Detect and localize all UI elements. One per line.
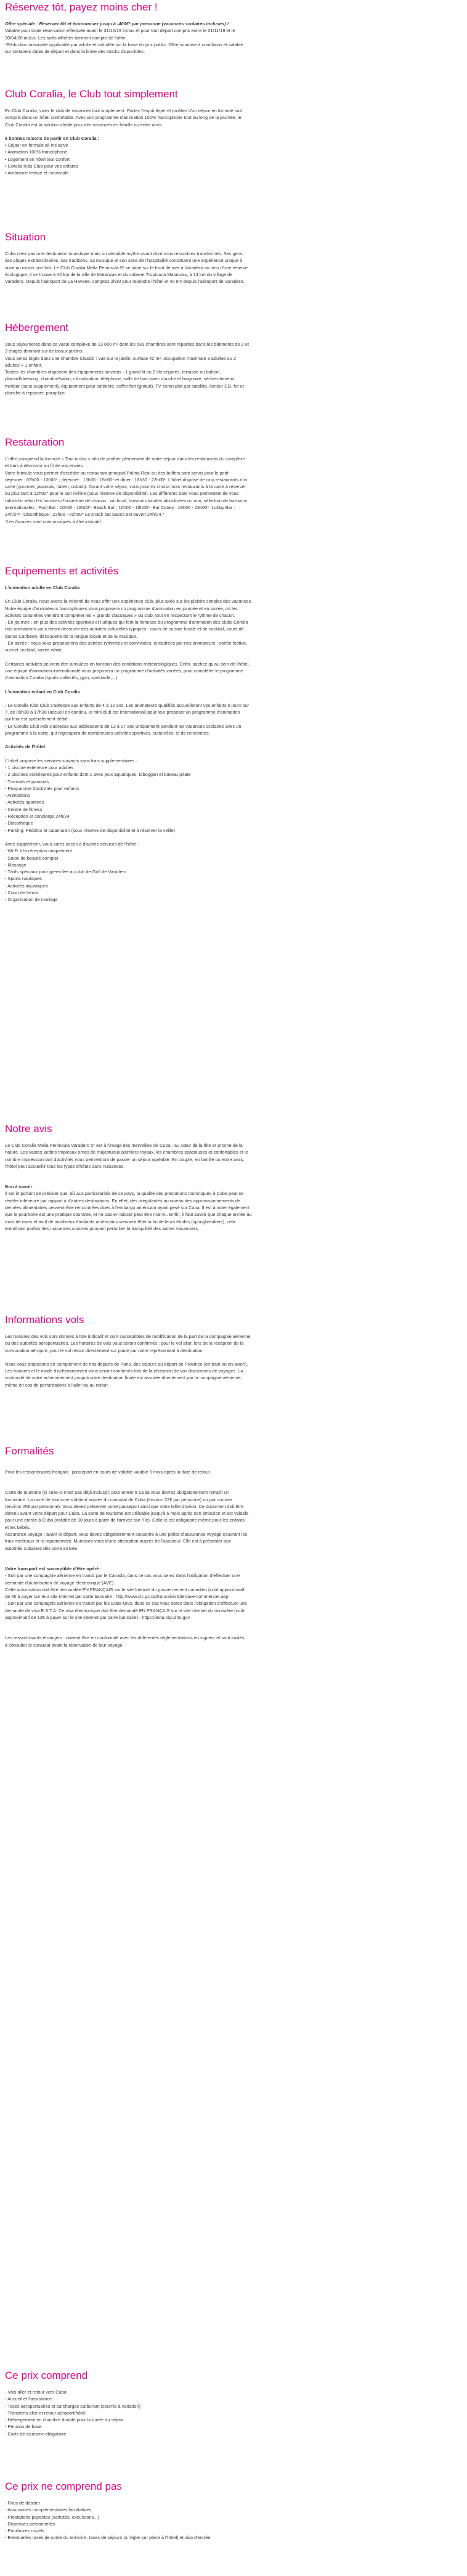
section-equipements bbox=[0, 565, 467, 903]
reason-item: • Logement en hôtel tout confort bbox=[5, 156, 70, 162]
situation-line: ses plages extraordinaires, ses traditions, sa musique et son sens de l'hospitalité constituent une expérience unique à bbox=[5, 258, 243, 264]
formalites-french-line: Pour les ressortissants français : passeport en cours de validité valable 6 mois après la date de retour. bbox=[5, 1469, 211, 1475]
foreigners-line: Les ressortissants étrangers : doivent être en conformité avec les différentes réglementations en vigueur et sont invités bbox=[5, 1635, 245, 1641]
formalites-text bbox=[5, 1469, 462, 1649]
included-item: - Taxes aéroportuaires et surcharges carburant (soumis à variation) bbox=[5, 2403, 141, 2409]
reason-item: • Coralia Kids Club pour vos enfants bbox=[5, 163, 78, 169]
offer-line: Offre spéciale : Réservez tôt et économisez jusqu'à -400€* par personne (vacances scolaires incluses) ! bbox=[5, 21, 229, 26]
kids-line: programme à la carte, qui regroupera de nombreuses activités sportives, culturelles, et de rencontres. bbox=[5, 730, 210, 736]
reasons-title: 5 bonnes raisons de partir en Club Coralia : bbox=[5, 135, 100, 141]
included-item: - Accueil et l'assistance bbox=[5, 2396, 52, 2402]
adult-note-line: Certaines activités peuvent être annulées en fonction des conditions météorologiques. Enfin, sachez qu'au sein de l'hôtel, bbox=[5, 661, 250, 667]
included-item: - Transferts aller et retour aéroport/hôtel bbox=[5, 2410, 86, 2416]
vols-line: convocation aéroport, pour le vol retour directement sur place par notre représentant à destination. bbox=[5, 1347, 204, 1353]
hotel-paid-item: - Court de tennis bbox=[5, 889, 39, 895]
kids-line: 7, de 09h30 à 17h30 (accueil en continu, le mini club est international) pour leur proposer un programme d'animation bbox=[5, 709, 240, 715]
carte-line: Carte de tourisme (si celle-ci n'est pas déjà incluse): pour entrer à Cuba vous devrez obligatoirement remplir un bbox=[5, 1490, 230, 1496]
heading-restauration: Restauration bbox=[5, 436, 65, 448]
hotel-paid-item: - Massage bbox=[5, 862, 26, 868]
vols-line: continuité de votre acheminement jusqu'à votre destination finale est assurée directement par la compagnie aérienne, bbox=[5, 1375, 242, 1381]
restauration-line: Votre formule vous permet d'accéder au restaurant principal Palma Real ou des buffets sont servis pour le petit- bbox=[5, 470, 230, 476]
section-prix-comprend bbox=[0, 2370, 467, 2437]
heading-vols: Informations vols bbox=[5, 1314, 84, 1326]
restauration-line: internationales : Pool Bar : 10h00 - 18h00*· Beach Bar : 10h00 - 18h00*· Bar Caney : 18h00 - 23h00*· Lobby Bar : bbox=[5, 505, 235, 511]
transit-line: demande d'autorisation de voyage électronique (AVE). bbox=[5, 1579, 115, 1586]
section-formalites bbox=[0, 1445, 467, 1649]
vols-line: Les horaires des vols sont donnés à titre indicatif et sont susceptibles de modification de la part de la compagnie aérienne bbox=[5, 1334, 251, 1339]
hotel-free-item: - 1 piscine extérieure pour adultes bbox=[5, 764, 74, 770]
hebergement-line: Vous serez logés dans une chambre Classic : vue sur le jardin, surface 42 m², occupation maximale 3 adultes ou 2 bbox=[5, 355, 237, 361]
reason-item: • Animation 100% francophone bbox=[5, 149, 68, 155]
excluded-item: - Prestations payantes (activités, excursions...) bbox=[5, 2514, 99, 2520]
avis-line: nombre impressionnant d'activités vous permettront de passer un séjour agréable. En couple, en famille ou entre amis, bbox=[5, 1156, 245, 1162]
prix-comprend-list bbox=[5, 2389, 462, 2437]
offer-line: 30/04/20 inclus. Les tarifs affichés tiennent compte de l'offre. bbox=[5, 35, 127, 41]
good-to-know-line: denrées alimentaires peuvent être rencontrées dues à l'embargo américain ayant pesé sur Cuba. Il est à noter également bbox=[5, 1205, 250, 1211]
vols-line: Nous vous proposons en complément de nos départs de Paris, des séjours au départ de Province (en train ou en avion). bbox=[5, 1361, 248, 1367]
section-restauration bbox=[0, 436, 467, 525]
heading-prix-ne-comprend: Ce prix ne comprend pas bbox=[5, 2480, 122, 2492]
carte-line: autorités cubaines dès votre arrivée. bbox=[5, 1545, 79, 1551]
carte-line: formulaire. La carte de tourisme s'obtient auprès du consulat de Cuba (environ 22€ par personne) ou par courrier bbox=[5, 1496, 233, 1502]
included-item: - Vols aller et retour vers Cuba bbox=[5, 2389, 67, 2395]
club-line: En Club Coralia, vivez le club de vacances tout simplement. Partez l'esprit léger et profitez d'un séjour en formule tout bbox=[5, 108, 242, 113]
transit-title: Votre transport est susceptible d'être opéré : bbox=[5, 1565, 102, 1571]
carte-line: (environ 25€ par personne). Vous devez présenter votre passeport ainsi que votre billet d'avion. Ce document doit être bbox=[5, 1503, 244, 1509]
hotel-paid-item: - Tarifs spéciaux pour green fee au club de Golf de Varadero bbox=[5, 869, 127, 875]
included-item: - Pension de base bbox=[5, 2424, 42, 2430]
hotel-free-intro: L'hôtel propose les services suivants sans frais supplémentaires : bbox=[5, 757, 137, 764]
restauration-text bbox=[5, 455, 462, 525]
excluded-item: - Pourboires usuels bbox=[5, 2528, 44, 2534]
kids-line: - Le Coralia Club Ado s'adresse aux adolescents de 13 à 17 ans uniquement pendant les vacances scolaires avec un bbox=[5, 723, 242, 729]
hotel-paid-item: - Wi-Fi à la réception uniquement bbox=[5, 848, 72, 854]
good-to-know-line: que le pourboire est une pratique courante, et ne pas en laisser peut être mal vu. Enfin, il faut savoir que chaque année au bbox=[5, 1212, 252, 1218]
heading-club: Club Coralia, le Club tout simplement bbox=[5, 88, 178, 100]
hotel-paid-item: - Salon de beauté complet bbox=[5, 855, 59, 861]
adult-line: nos animateurs vous feront découvrir des activités culturelles typiques : cours de cuisine locale et de cocktail, cours de bbox=[5, 626, 244, 632]
reason-item: • Séjour en formule all inclusive bbox=[5, 142, 68, 149]
avis-line: l'hôtel peut accueillir tous les types d'hôtes sans nuisances. bbox=[5, 1163, 125, 1169]
hotel-paid-item: - Organisation de mariage bbox=[5, 897, 58, 903]
hotel-free-item: - Transats et parasols bbox=[5, 778, 49, 785]
restauration-line: carte (gourmet, japonais, italien, cubain). Durant votre séjour, vous pourrez choisir trois restaurants à la carte à réserver, bbox=[5, 484, 247, 490]
carte-line: Assurance voyage : avant le départ, vous devez obligatoirement souscrire à une police d'assurance voyage couvrant les bbox=[5, 1531, 248, 1538]
adult-animation-title: L'animation adulte en Club Coralia bbox=[5, 585, 80, 590]
offer-line: Valable pour toute réservation effectuée avant le 31/10/19 inclus et pour tout départ compris entre le 01/11/19 et le bbox=[5, 28, 235, 34]
heading-prix-comprend: Ce prix comprend bbox=[5, 2370, 88, 2381]
heading-avis: Notre avis bbox=[5, 1123, 52, 1135]
hebergement-text bbox=[5, 341, 462, 396]
transit-line: - Soit par une compagnie aérienne en transit par le Canada, dans ce cas vous serez dans l'obligation d'effectuer une bbox=[5, 1573, 240, 1579]
hotel-paid-item: - Activités aquatiques bbox=[5, 882, 48, 889]
restauration-note: *Les horaires sont communiqués à titre indicatif. bbox=[5, 518, 102, 524]
included-item: - Hébergement en chambre double pour la durée du séjour bbox=[5, 2417, 124, 2423]
section-prix-ne-comprend bbox=[0, 2480, 467, 2541]
kids-line: - Le Coralia Kids Club s'adresse aux enfants de 4 à 12 ans. Les animateurs qualifiés accueilleront vos enfants 6 jours sur bbox=[5, 702, 250, 708]
vols-line: Les horaires et le mode d'acheminement vous seront confirmés lors de la réception de vos documents de voyages. La bbox=[5, 1368, 243, 1374]
adult-line: En Club Coralia, nous avons la volonté de vous offrir une expérience club, plus axée sur les plaisirs simples des vacances. bbox=[5, 598, 253, 605]
heading-equipements: Equipements et activités bbox=[5, 565, 119, 577]
hebergement-line: 3 étages donnant sur de beaux jardins. bbox=[5, 348, 84, 354]
transit-line: de 4€ à payer sur leur site internet par carte bancaire : http://www.cic.gc.ca/francais/visiter/ave-commencer.asp bbox=[5, 1594, 229, 1600]
section-situation bbox=[0, 231, 467, 285]
good-to-know-line: Il est important de préciser que, dû aux particularités de ce pays, la qualité des prestations touristiques à Cuba peut se bbox=[5, 1191, 244, 1197]
hotel-free-item: - Parking: Pédalos et catamaran (sous réserve de disponibilité et à réserver la veille) bbox=[5, 827, 176, 833]
offer-line: sur certaines dates de départ et dans la limite des stocks disponibles. bbox=[5, 49, 145, 55]
heading-early-booking: Réservez tôt, payez moins cher ! bbox=[5, 1, 158, 13]
section-early-booking bbox=[0, 1, 467, 55]
hebergement-line: adultes + 1 enfant. bbox=[5, 362, 43, 368]
hotel-free-item: - Discothèque bbox=[5, 820, 33, 826]
hotel-free-item: - Centre de fitness bbox=[5, 806, 43, 812]
adult-line: activités culturelles viendront compléter les « grands classiques » du club, tout en respectant le rythme de chacun. bbox=[5, 612, 235, 618]
excluded-item: - Eventuelles taxes de sortie du territoire, taxes de séjours (à régler sur place à l'hôtel) et visa d'entrée bbox=[5, 2535, 211, 2541]
adult-line: - En soirée : nous vous proposerons des soirées rythmées et conviviales, encadrées par nos animateurs : soirée festive, bbox=[5, 640, 248, 646]
good-to-know-line: entraînant parfois des nuisances sonores pouvant perturber la tranquillité des autres vacanciers. bbox=[5, 1225, 200, 1231]
hotel-free-item: - Programme d'activités pour enfants bbox=[5, 785, 79, 791]
good-to-know-line: révéler inférieure par rapport à d'autres destinations. En effet, des irrégularités au niveau des approvisionnements de bbox=[5, 1197, 241, 1204]
early-booking-text bbox=[5, 20, 462, 55]
carte-line: pour une entrée à Cuba (validité de 30 jours à partir de l'arrivée sur l'île). Celle-ci est obligatoire même pour les enfants bbox=[5, 1517, 245, 1523]
equipements-text bbox=[5, 584, 462, 903]
heading-hebergement: Hébergement bbox=[5, 322, 69, 333]
hebergement-line: Vous séjournerez dans ce vaste complexe de 13 000 m² dont les 581 chambres sont réparties dans les bâtiments de 2 et bbox=[5, 341, 250, 347]
hebergement-line: planche à repasser, parapluie. bbox=[5, 390, 67, 396]
adult-line: Notre équipe d'animateurs francophones vous proposera un programme d'animation en journée et en soirée, où les bbox=[5, 605, 238, 611]
adult-line: - En journée : en plus des activités sportives et ludiques qui font la richesse du programme d'animation des clubs Coralia bbox=[5, 619, 248, 626]
restauration-line: déjeuner : 07h00 - 10h00* ; déjeuner : 13h00 - 15h00* et dîner : 18h30 - 22h00*. L'hôtel dispose de cinq restaurants à la bbox=[5, 476, 247, 483]
restauration-line: rafraîchir selon les horaires d'ouverture de chacun : vin local, boissons locales alcoolisées ou non, sélection de boissons bbox=[5, 497, 248, 503]
situation-line: écologique. Il se trouve à 40 km de la ville de Matanzas et du cabaret Tropicana Matanzas, à 14 km du village de bbox=[5, 271, 233, 277]
hotel-free-item: - 2 piscines extérieures pour enfants dont 1 avec jeux aquatiques, toboggan et bateau pirate bbox=[5, 772, 191, 778]
excluded-item: - Frais de dossier bbox=[5, 2500, 41, 2506]
excluded-item: - Dépenses personnelles bbox=[5, 2521, 55, 2527]
hebergement-line: minibar (sans supplément), équipement pour cafetière, coffre-fort (gratuit), TV écran plat par satellite, lecteur CD, fer et bbox=[5, 383, 244, 389]
restauration-line: et bars à découvrir au fil de vos envies. bbox=[5, 463, 84, 469]
offer-line: *Réduction maximale applicable par adulte et calculée sur la base du prix public. Offre soumise à conditions et valable bbox=[5, 41, 243, 47]
restauration-line: L'offre comprend la formule « Tout inclus » afin de profiter pleinement de votre séjour dans les restaurants du complexe bbox=[5, 456, 245, 462]
club-line: compris dans un hôtel confortable. Avec son programme d'animation 100% francophone tout au long de la journée, le bbox=[5, 115, 242, 121]
adult-line: sunset cocktail, soirée white. bbox=[5, 647, 63, 653]
transit-line: - Soit par une compagnie aérienne en transit par les Etats-Unis, dans ce cas vous serez dans l'obligation d'effectuer une bbox=[5, 1600, 247, 1607]
situation-line: vivre au moins une fois. Le Club Coralia Melia Peninsula 5* se situe sur le front de mer à Varadero au sein d'une réserve bbox=[5, 264, 248, 271]
carte-line: obtenu avant votre départ pour Cuba. La carte de tourisme est utilisable jusqu'à 6 mois après son émission et est valable bbox=[5, 1510, 249, 1517]
hotel-paid-item: - Sports nautiques bbox=[5, 876, 42, 882]
section-hebergement bbox=[0, 322, 467, 396]
hotel-activities-title: Activités de l'hôtel bbox=[5, 744, 46, 750]
situation-text bbox=[5, 250, 462, 285]
hotel-paid-intro: Avec supplément, vous aurez accès à d'autres services de l'hôtel : bbox=[5, 841, 139, 847]
club-line: Club Coralia est la solution idéale pour des vacances en famille ou entre amis. bbox=[5, 121, 163, 128]
hotel-free-item: - Animations bbox=[5, 793, 30, 799]
reason-item: • Ambiance festive et conviviale bbox=[5, 170, 69, 176]
transit-line: approximatif de 13€ à payer sur le site internet par carte bancaire) : https://esta.cbp.dhs.gov bbox=[5, 1615, 190, 1621]
section-vols bbox=[0, 1314, 467, 1388]
section-avis bbox=[0, 1123, 467, 1232]
kids-animation-title: L'animation enfant en Club Coralia bbox=[5, 688, 80, 695]
hebergement-line: placard/dressing, chambre/salon, climatisation, téléphone, salle de bain avec douche et baignoire, sèche-cheveux, bbox=[5, 376, 236, 382]
hotel-free-item: - Activités sportives bbox=[5, 799, 44, 805]
carte-line: frais médicaux et le rapatriement. Munissez-vous d'une attestation auprès de l'assureur. Elle est à présenter aux bbox=[5, 1538, 231, 1544]
adult-line: danse Caribéen, découverte de la langue locale et de la musique. bbox=[5, 633, 137, 639]
vols-line: ou des autorités aéroportuaires. Les horaires de vols vous seront confirmés : pour le vol aller, lors de la réception de la bbox=[5, 1340, 244, 1347]
transit-line: demande de visa E.S.T.A. Ce visa électronique doit être demandé EN FRANÇAIS sur le site internet du ministère (coût bbox=[5, 1607, 245, 1613]
vols-text bbox=[5, 1333, 462, 1388]
adult-note-line: une équipe d'animation internationale vous proposera un programme d'activités variées, pour compléter le programme bbox=[5, 667, 243, 674]
excluded-item: - Assurances complémentaires facultatives bbox=[5, 2507, 92, 2513]
avis-text bbox=[5, 1142, 462, 1232]
situation-line: Varadero. Depuis l'aéroport de La Havane, comptez 2h30 pour rejoindre l'hôtel et 40 mn depuis l'aéroport de Varadero. bbox=[5, 279, 245, 285]
vols-line: même en cas de perturbations à l'aller ou au retour. bbox=[5, 1382, 109, 1388]
carte-line: et les bébés. bbox=[5, 1524, 31, 1530]
hebergement-line: Toutes les chambres disposent des équipements suivants : 1 grand lit ou 2 lits séparés, terrasse ou balcon, bbox=[5, 369, 221, 375]
heading-situation: Situation bbox=[5, 231, 46, 243]
heading-formalites: Formalités bbox=[5, 1445, 54, 1457]
situation-line: Cuba n'est pas une destination touristique mais un véritable mythe vivant dont vous ressortirez transformés. Ses gens, bbox=[5, 251, 244, 256]
avis-line: nature. Les vastes jardins tropicaux ornés de majestueux palmiers royaux, les chambres spacieuses et confortables et le bbox=[5, 1149, 248, 1156]
hotel-free-item: - Réception et concierge 24h/24 bbox=[5, 813, 70, 820]
good-to-know-title: Bon à savoir bbox=[5, 1184, 33, 1190]
foreigners-line: à consulter le consulat avant la réservation de leur voyage. bbox=[5, 1642, 124, 1648]
kids-line: qui leur est spécialement dédié. bbox=[5, 716, 69, 722]
included-item: - Carte de tourisme obligatoire bbox=[5, 2431, 67, 2437]
section-club bbox=[0, 88, 467, 177]
good-to-know-line: mois de mars et avril de nombreux étudiants américains viennent fêter la fin de leurs études (springbreakers), cela bbox=[5, 1218, 235, 1225]
club-text bbox=[5, 107, 462, 177]
restauration-line: ou plus tard à 12h00* pour le soir même (sous réserve de disponibilité). Les différents bars vous permettent de vous bbox=[5, 491, 239, 497]
avis-line: Le Club Coralia Melia Peninsula Varadero 5* est à l'image des merveilles de Cuba : au cœur de la fête et proche de la bbox=[5, 1143, 243, 1148]
prix-ne-comprend-list bbox=[5, 2500, 462, 2541]
adult-note-line: d'animation Coralia (sports collectifs, gym, spectacle,...). bbox=[5, 675, 119, 681]
restauration-line: 24h/24*· Discothèque : 23h00 - 02h00* Le snack bat Sasco est ouvert 24h/24.* bbox=[5, 512, 164, 518]
transit-line: Cette autorisation doit être demandée EN FRANÇAIS sur le site Internet du gouvernement canadien (coût approximatif bbox=[5, 1586, 245, 1592]
